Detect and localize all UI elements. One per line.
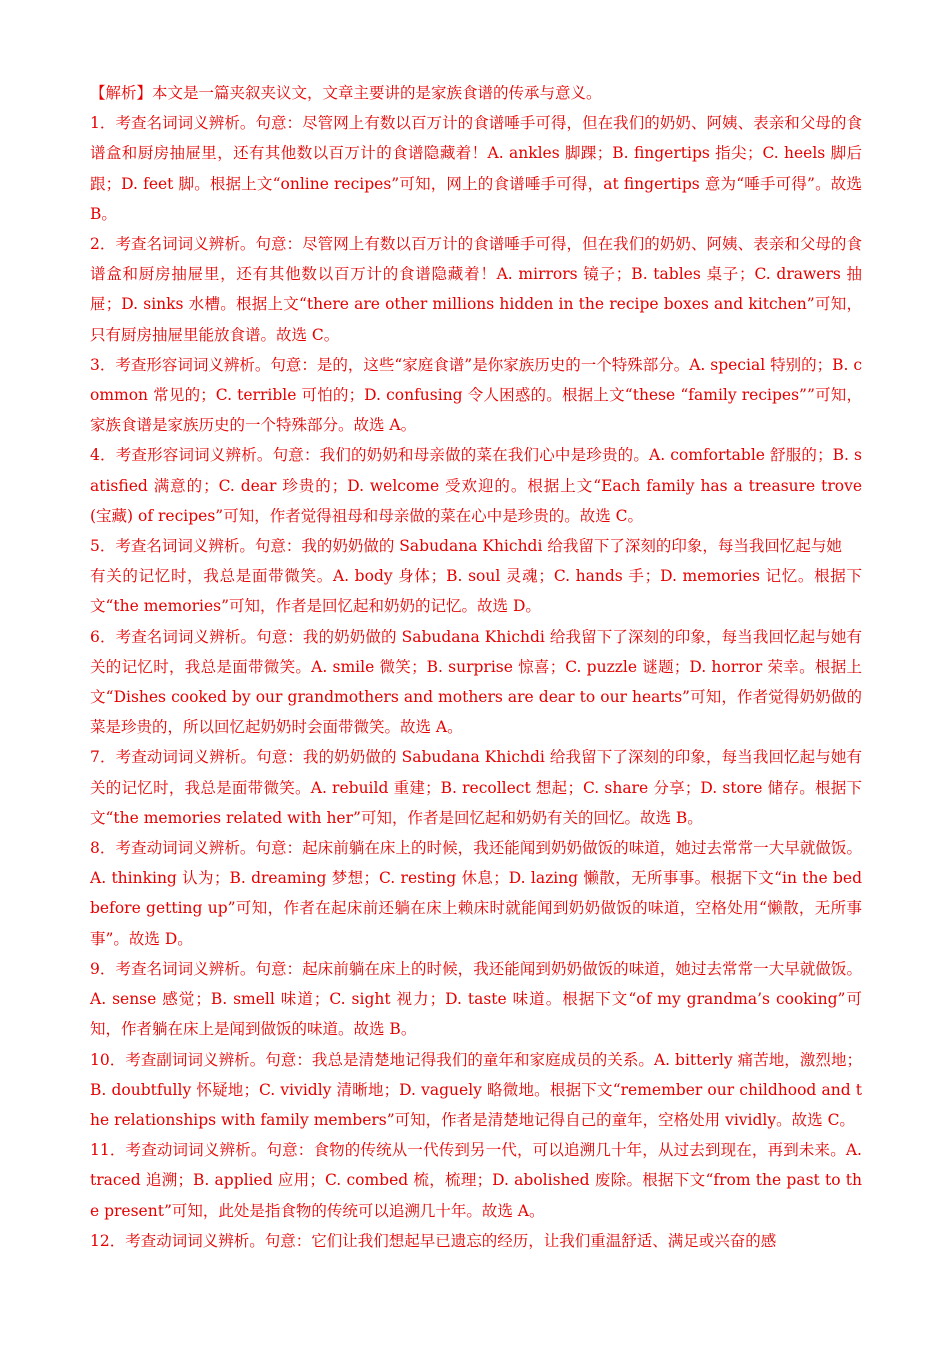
answer-explanation-5-part-1: 5．考查名词词义辨析。句意：我的奶奶做的 Sabudana Khichdi 给我留下了深刻的印象，每当我回忆起与她 bbox=[90, 537, 842, 556]
answer-explanation-2: 2．考查名词词义辨析。句意：尽管网上有数以百万计的食谱唾手可得，但在我们的奶奶、阿姨、表亲和父母的食谱盒和厨房抽屉里，还有其他数以百万计的食谱隐藏着！A. mirrors 镜子；B. tables 桌子；C. drawers 抽屉；D. sinks 水槽。根据上文“there are other millions hidden in the recipe boxes and kitchen”可知，只有厨房抽屉里能放食谱。故选 C。 bbox=[90, 235, 862, 344]
answer-explanation-3: 3．考查形容词词义辨析。句意：是的，这些“家庭食谱”是你家族历史的一个特殊部分。A. special 特别的；B. common 常见的；C. terrible 可怕的；D. confusing 令人困惑的。根据上文“these “family recipes””可知，家族食谱是家族历史的一个特殊部分。故选 A。 bbox=[90, 355, 862, 435]
analysis-text bbox=[90, 78, 862, 1256]
answer-explanation-6: 6．考查名词词义辨析。句意：我的奶奶做的 Sabudana Khichdi 给我留下了深刻的印象，每当我回忆起与她有关的记忆时，我总是面带微笑。A. smile 微笑；B. surprise 惊喜；C. puzzle 谜题；D. horror 荣幸。根据上文“Dishes cooked by our grandmothers and mothers are dear to our hearts”可知，作者觉得奶奶做的菜是珍贵的，所以回忆起奶奶时会面带微笑。故选 A。 bbox=[90, 627, 862, 737]
answer-explanation-9: 9．考查名词词义辨析。句意：起床前躺在床上的时候，我还能闻到奶奶做饭的味道，她过去常常一大早就做饭。A. sense 感觉；B. smell 味道；C. sight 视力；D. taste 味道。根据下文“of my grandma’s cooking”可知，作者躺在床上是闻到做饭的味道。故选 B。 bbox=[90, 959, 862, 1039]
answer-explanation-12: 12．考查动词词义辨析。句意：它们让我们想起早已遗忘的经历，让我们重温舒适、满足或兴奋的感 bbox=[90, 1231, 777, 1250]
answer-explanation-4: 4．考查形容词词义辨析。句意：我们的奶奶和母亲做的菜在我们心中是珍贵的。A. comfortable 舒服的；B. satisfied 满意的；C. dear 珍贵的；D. welcome 受欢迎的。根据上文“Each family has a treasure trove (宝藏) of recipes”可知，作者觉得祖母和母亲做的菜在心中是珍贵的。故选 C。 bbox=[90, 446, 862, 525]
answer-explanation-11: 11．考查动词词义辨析。句意：食物的传统从一代传到另一代，可以追溯几十年，从过去到现在，再到未来。A. traced 追溯；B. applied 应用；C. combed 梳，梳理；D. abolished 废除。根据下文“from the past to the present”可知，此处是指食物的传统可以追溯几十年。故选 A。 bbox=[90, 1141, 862, 1220]
answer-explanation-7: 7．考查动词词义辨析。句意：我的奶奶做的 Sabudana Khichdi 给我留下了深刻的印象，每当我回忆起与她有关的记忆时，我总是面带微笑。A. rebuild 重建；B. recollect 想起；C. share 分享；D. store 储存。根据下文“the memories related with her”可知，作者是回忆起和奶奶有关的回忆。故选 B。 bbox=[90, 748, 862, 827]
answer-explanation-5-part-2: 有关的记忆时，我总是面带微笑。A. body 身体；B. soul 灵魂；C. hands 手；D. memories 记忆。根据下文“the memories”可知，作者是回忆起和奶奶的记忆。故选 D。 bbox=[90, 567, 862, 616]
analysis-intro: 【解析】本文是一篇夹叙夹议文，文章主要讲的是家族食谱的传承与意义。 bbox=[90, 84, 602, 102]
answer-explanation-8: 8．考查动词词义辨析。句意：起床前躺在床上的时候，我还能闻到奶奶做饭的味道，她过去常常一大早就做饭。A. thinking 认为；B. dreaming 梦想；C. resting 休息；D. lazing 懒散，无所事事。根据下文“in the bed before getting up”可知，作者在起床前还躺在床上赖床时就能闻到奶奶做饭的味道，空格处用“懒散，无所事事”。故选 D。 bbox=[90, 839, 862, 948]
answer-explanation-10: 10．考查副词词义辨析。句意：我总是清楚地记得我们的童年和家庭成员的关系。A. bitterly 痛苦地，激烈地；B. doubtfully 怀疑地；C. vividly 清晰地；D. vaguely 略微地。根据下文“remember our childhood and the relationships with family members”可知，作者是清楚地记得自己的童年，空格处用 vividly。故选 C。 bbox=[90, 1050, 862, 1129]
answer-explanation-1: 1．考查名词词义辨析。句意：尽管网上有数以百万计的食谱唾手可得，但在我们的奶奶、阿姨、表亲和父母的食谱盒和厨房抽屉里，还有其他数以百万计的食谱隐藏着！A. ankles 脚踝；B. fingertips 指尖；C. heels 脚后跟；D. feet 脚。根据上文“online recipes”可知，网上的食谱唾手可得，at fingertips 意为“唾手可得”。故选 B。 bbox=[90, 114, 862, 223]
